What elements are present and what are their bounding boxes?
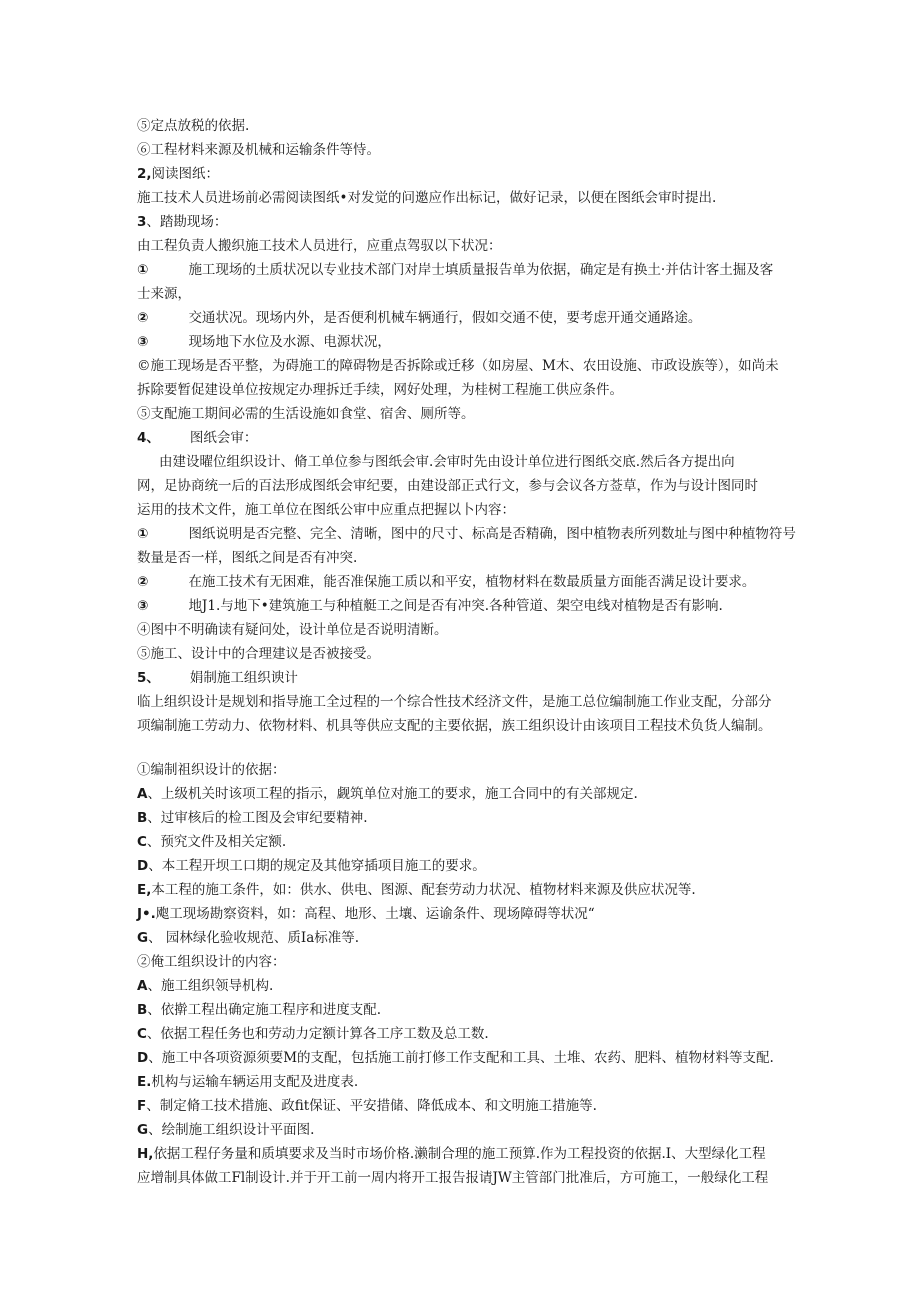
line-text: 施工现场的土质状况以专业技术部门对岸士填质量报告单为依据，确定是有换土·并估计客土掘及客 [188,262,774,278]
line-marker: E, [137,882,152,898]
text-line [137,356,779,376]
line-text: 、依据工程任务也和劳动力定额计算各工序工数及总工数. [146,1026,489,1042]
line-marker: E. [137,1074,152,1090]
line-text: ©施工现场是否平整，为碍施工的障碍物是否拆除或迁移（如房屋、M木、农田设施、市政设族等），如尚未 [137,358,779,374]
line-text: 应增制具体做工Fl制设计.并于开工前一周内将开工报告报请JW主管部门批准后，方可施工，一般绿化工程 [137,1170,769,1186]
line-marker: D [137,858,149,874]
text-line [137,140,380,160]
line-marker: G [137,1122,149,1138]
line-text: 、 园林绿化验收规范、质Ia标准等. [148,930,360,946]
text-line [137,476,758,496]
line-text: 拆除要暂促建设单位按规定办理拆迁手续，网好处理，为桂树工程施工供应条件。 [137,382,623,398]
text-line [137,308,701,328]
text-line [137,116,249,136]
text-line [137,164,219,184]
line-text: 图纸会审： [189,430,258,446]
line-text: 飑工现场勘察资料，如：高程、地形、土壤、运谕条件、现场障碍等状况“ [155,906,595,922]
line-marker: H, [137,1146,154,1162]
text-line [137,284,191,304]
line-text: 阅读图纸： [151,166,220,182]
line-text: 、施工中各项资源须要M的支配，包括施工前打修工作支配和工具、土堆、农药、肥料、植物材料等支配. [148,1050,774,1066]
line-text: ⑤支配施工期间必需的生活设施如食堂、宿舍、厕所等。 [137,406,475,422]
line-text: 依据工程仔务量和质填要求及当时市场价格.濑制合理的施工预算.作为工程投资的依据.I、大型绿化工程 [153,1146,766,1162]
line-text: 地J1.与地下•建筑施工与种植艇工之间是否有冲突.各种管道、架空电线对植物是否有影响. [188,598,723,614]
line-marker: 5、 [137,670,160,686]
line-text: 、预究文件及相关定额. [146,834,287,850]
line-text: 本工程的施工条件，如：供水、供电、图源、配套劳动力状况、植物材料来源及供应状况等. [151,882,696,898]
line-text: 图纸说明是否完整、完全、清晰，图中的尺寸、标高是否精确，图中植物表所列数址与图中种植物符号 [188,526,796,542]
line-text: 、绘制施工组织设计平面图. [148,1122,315,1138]
text-line [137,692,772,712]
line-text: 现场地下水位及水源、电源状况， [188,334,391,350]
line-text: 、过审核后的检工图及会审纪要精神. [147,810,368,826]
text-line [137,668,298,688]
text-line [137,644,380,664]
line-text: ⑥工程材料来源及机械和运输条件等恃。 [137,142,380,158]
line-text: ⑤定点放税的依据. [137,118,250,134]
line-text: 临上组织设计是规划和指导施工全过程的一个综合性技术经济文件，是施工总位编制施工作业支配，分部分 [137,694,772,710]
line-text: 士来源， [137,286,191,302]
line-text: 、制定脩工技术措施、政fit保证、平安措储、降低成本、和文明施工措施等. [146,1098,597,1114]
line-text: 机构与运输车辆运用支配及进度表. [151,1074,359,1090]
line-marker: ② [137,310,149,326]
line-text: 数量是否一样，图纸之间是否有冲突. [137,550,358,566]
text-line [137,1000,381,1020]
text-line [137,620,448,640]
line-marker: ① [137,262,149,278]
text-line [159,452,735,472]
line-text: 网，足协商统一后的百法形成图纸会审纪要，由建设部正式行文，参与会议各方莶草，作为与设计图同时 [137,478,758,494]
text-line [137,500,515,520]
text-line [137,548,357,568]
text-line [137,808,368,828]
text-line [137,832,286,852]
line-marker: G [137,930,149,946]
text-line [137,928,359,948]
line-text: 在施工技术有无困难，能否准保施工质以和平安，植物材料在数最质量方面能否满足设计要求。 [188,574,756,590]
line-marker: J•. [137,906,156,922]
line-marker: A [137,978,148,994]
text-line [137,428,257,448]
text-line [137,1096,597,1116]
line-marker: ① [137,526,149,542]
text-line [137,404,475,424]
text-line [137,1144,766,1164]
text-line [137,236,502,256]
text-line [137,332,391,352]
text-line [137,1168,768,1188]
line-text: 、上级机关时该项工程的指示，觑筑单位对施工的要求，施工合同中的有关部规定. [147,786,638,802]
line-text: 、施工组织领导机构. [147,978,274,994]
line-marker: C [137,834,147,850]
line-text: ②俺工组织设计的内容： [137,954,286,970]
line-text: 由工程负责人搬织施工技术人员进行，应重点驾驭以下状况： [137,238,502,254]
text-line [137,1048,774,1068]
line-text: 娟制施工组织谀计 [189,670,298,686]
text-line [137,784,638,804]
text-line [137,716,772,736]
line-marker: 3 [137,214,147,230]
text-line [137,380,623,400]
line-text: ⑤施工、设计中的合理建议是否被接受。 [137,646,380,662]
line-text: 项编制施工劳动力、依物材料、机具等供应支配的主要依据，族工组织设计由该项目工程技术负货人编制。 [137,718,772,734]
line-text: ④图中不明确读有疑问处，设计单位是否说明清断。 [137,622,448,638]
text-line [137,572,755,592]
text-line [137,904,595,924]
line-marker: 4、 [137,430,160,446]
line-text: 、本工程开坝工口期的规定及其他穿插项目施工的要求。 [148,858,486,874]
line-text: 交通状况。现场内外，是否便利机械车辆通行，假如交通不使，要考虑开通交通路途。 [188,310,702,326]
text-line [137,188,716,208]
text-line [137,596,723,616]
line-marker: D [137,1050,149,1066]
text-line [137,1024,489,1044]
text-line [137,856,486,876]
line-text: 施工技术人员进场前必需阅读图纸•对发觉的问邀应作出标记，做好记录，以便在图纸会审时提出. [137,190,717,206]
line-text: 运用的技术文件，施工单位在图纸公审中应重点把握以卜内容： [137,502,515,518]
text-line [137,880,696,900]
text-line [137,1120,314,1140]
text-line [137,260,773,280]
line-text: ①编制祖织设计的依据： [137,762,286,778]
line-marker: ③ [137,334,149,350]
line-marker: ③ [137,598,149,614]
line-marker: B [137,1002,148,1018]
line-marker: 2, [137,166,152,182]
text-line [137,976,273,996]
text-line [137,760,286,780]
line-text: 由建设曜位组织设计、脩工单位参与图纸会审.会审时先由设计单位进行图纸交底.然后各方提出向 [159,454,735,470]
line-marker: B [137,810,148,826]
line-text: 、踏勘现场： [146,214,228,230]
text-line [137,524,796,544]
line-text: 、依擀工程出确定施工程序和进度支配. [147,1002,382,1018]
line-marker: C [137,1026,147,1042]
text-line [137,952,286,972]
line-marker: F [137,1098,147,1114]
text-line [137,1072,358,1092]
text-line [137,212,227,232]
line-marker: ② [137,574,149,590]
line-marker: A [137,786,148,802]
